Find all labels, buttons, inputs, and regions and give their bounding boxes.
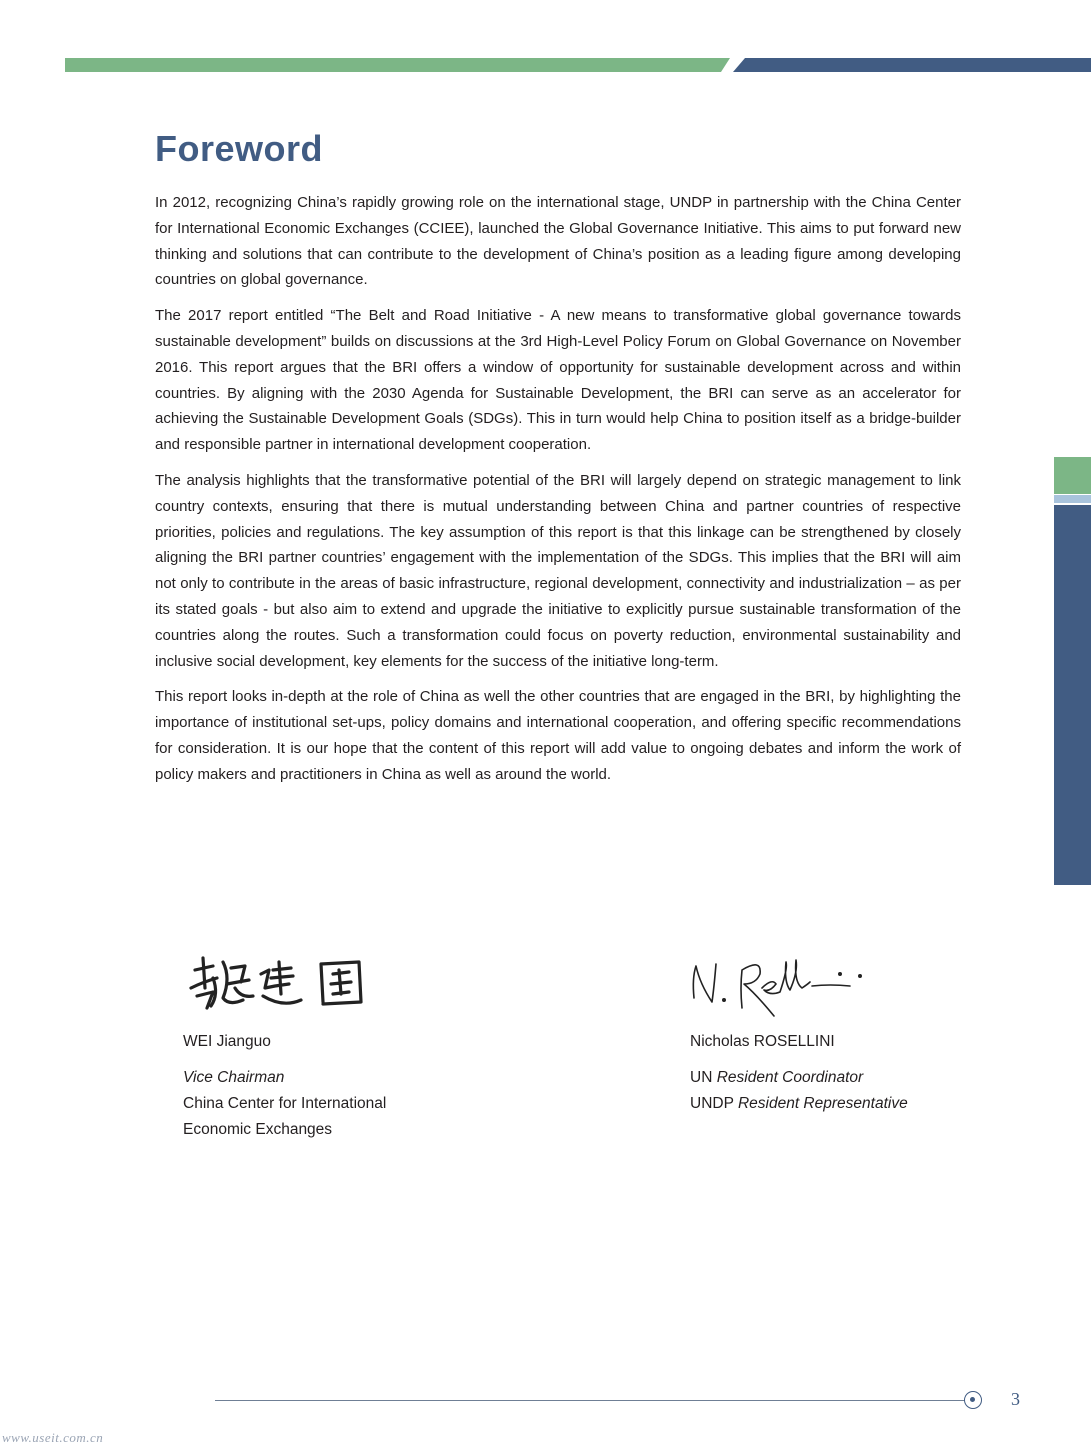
paragraph-1: In 2012, recognizing China’s rapidly growing role on the international stage, UNDP in partnership with the China Center for International Economic Exchanges (CCIEE), launched the Global Governance Initiative. This aims to put forward new thinking and solutions that can contribute to the development of China’s position as a leading figure among developing countries on global governance. [155, 194, 961, 289]
footer-rule [215, 1400, 965, 1401]
top-decorative-bar [0, 57, 1091, 73]
side-tab-light [1054, 495, 1091, 503]
role2-prefix: UNDP [690, 1095, 734, 1112]
side-tab-blue [1054, 505, 1091, 885]
page-title: Foreword [155, 128, 324, 169]
signatory-roles-left [183, 1065, 503, 1143]
role1-prefix: UN [690, 1069, 713, 1086]
page-number: 3 [1011, 1389, 1020, 1409]
role2-title: Resident Representative [737, 1095, 908, 1112]
signatory-org-line2: Economic Exchanges [183, 1121, 333, 1138]
top-bar-green-segment [65, 58, 730, 72]
handwritten-signature-right [690, 948, 890, 1024]
side-tab-green [1054, 457, 1091, 494]
signatory-name-left: WEI Jianguo [183, 1033, 271, 1050]
signature-block-right [690, 948, 1010, 1117]
paragraph-2: The 2017 report entitled “The Belt and Road Initiative - A new means to transformative global governance towards sustainable development” builds on discussions at the 3rd High-Level Policy Forum on Global Governance on November 2016. This report argues that the BRI offers a window of opportunity for sustainable development across and within countries. By aligning with the 2030 Agenda for Sustainable Development, the BRI can serve as an accelerator for achieving the Sustainable Development Goals (SDGs). This in turn would help China to position itself as a bridge-builder and responsible partner in international development cooperation. [155, 307, 961, 454]
signatory-title-left: Vice Chairman [183, 1069, 285, 1086]
signatory-role-line2 [690, 1091, 1010, 1117]
signatory-roles-right [690, 1065, 1010, 1117]
role1-title: Resident Coordinator [716, 1069, 864, 1086]
footer-circle-icon [964, 1391, 982, 1409]
foreword-body [155, 190, 961, 798]
paragraph-3: The analysis highlights that the transformative potential of the BRI will largely depend on strategic management to link country contexts, ensuring that there is mutual understanding between China and partner countries of respective priorities, policies and regulations. The key assumption of this report is that this linkage can be strengthened by closely aligning the BRI partner countries’ engagement with the implementation of the SDGs. This implies that the BRI will aim not only to contribute in the areas of basic infrastructure, regional development, connectivity and industrialization – as per its stated goals - but also aim to extend and upgrade the initiative to explicitly pursue sustainable transformation of the countries along the routes. Such a transformation could focus on poverty reduction, environmental sustainability and inclusive social development, key elements for the success of the initiative long-term. [155, 471, 961, 670]
signature-block-left [183, 948, 503, 1143]
handwritten-signature-left [183, 948, 383, 1024]
watermark: www.useit.com.cn [2, 1430, 104, 1445]
top-bar-blue-segment [733, 58, 1091, 72]
signatory-role-line1 [690, 1065, 1010, 1091]
paragraph-4: This report looks in-depth at the role of China as well the other countries that are engaged in the BRI, by highlighting the importance of institutional set-ups, policy domains and international cooperation, and offering specific recommendations for consideration. It is our hope that the content of this report will add value to ongoing debates and inform the work of policy makers and practitioners in China as well as around the world. [155, 688, 961, 783]
signatory-name-right: Nicholas ROSELLINI [690, 1033, 835, 1050]
signatory-org-line1: China Center for International [183, 1095, 387, 1112]
